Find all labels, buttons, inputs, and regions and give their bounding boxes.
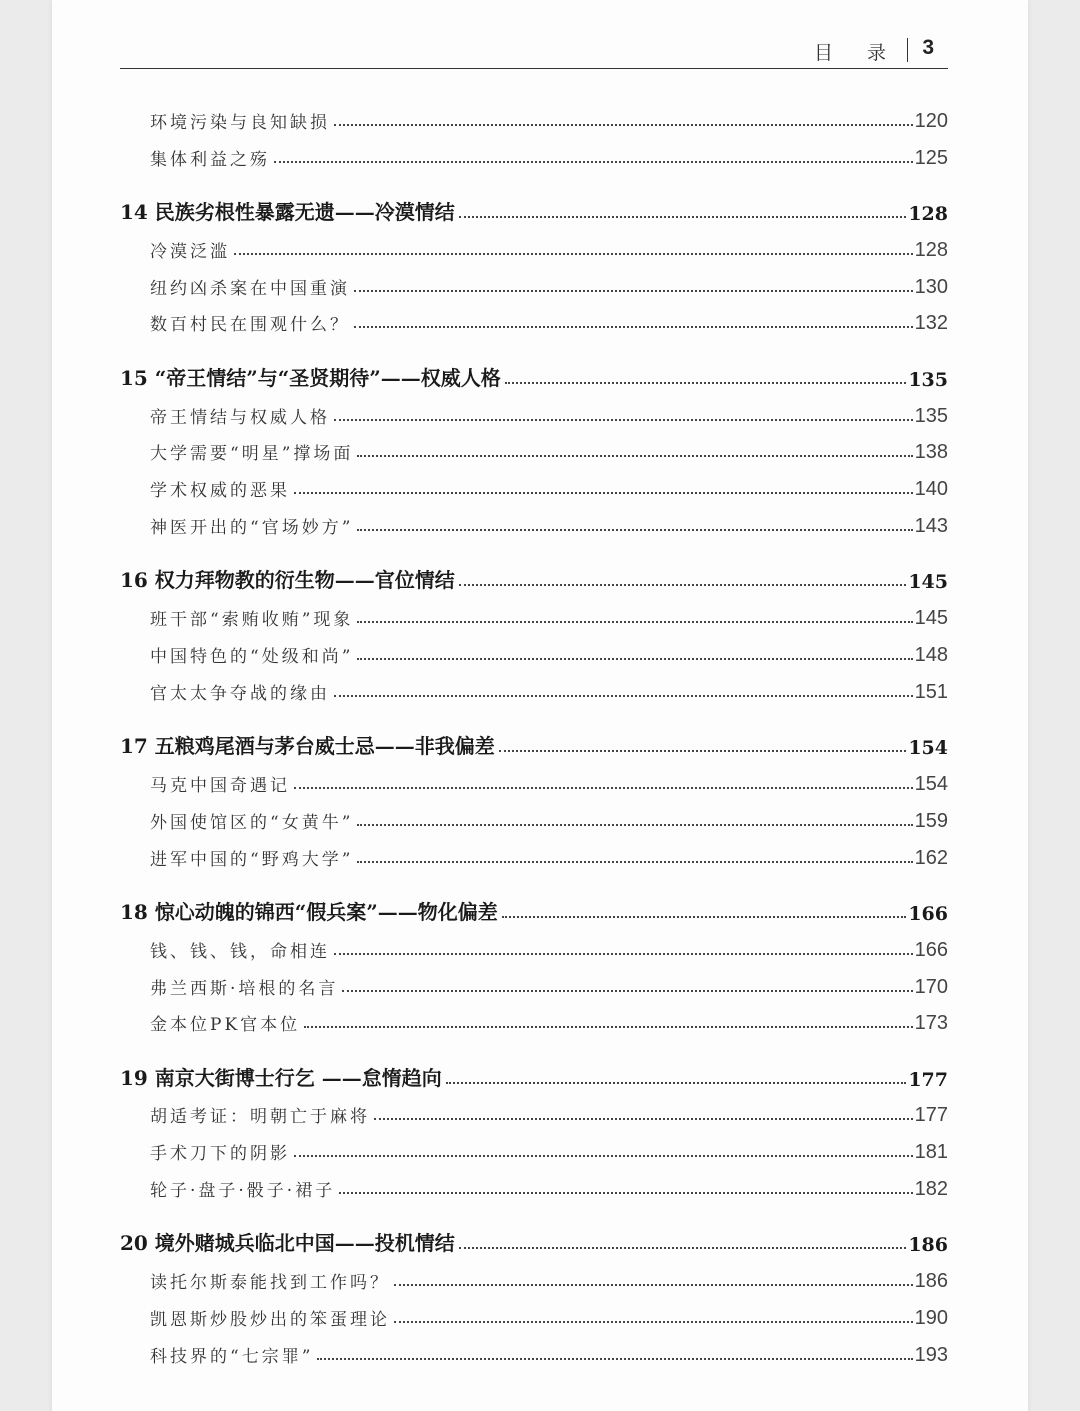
toc-entry-title: 学术权威的恶果 xyxy=(150,481,290,502)
toc-entry-page: 135 xyxy=(908,368,948,391)
toc-section-entry[interactable] xyxy=(150,630,948,667)
dot-leader xyxy=(354,290,913,292)
toc-section-entry[interactable] xyxy=(150,299,948,336)
toc-entry-page: 138 xyxy=(914,441,948,464)
toc-entry-page: 143 xyxy=(914,514,948,537)
toc-entry-title: 金本位PK官本位 xyxy=(150,1015,301,1036)
dot-leader xyxy=(234,253,913,255)
toc-entry-page: 151 xyxy=(914,680,948,703)
dot-leader xyxy=(394,1284,913,1286)
toc-entry-page: 166 xyxy=(908,902,948,925)
toc-entry-page: 130 xyxy=(914,275,948,298)
dot-leader xyxy=(505,382,907,384)
toc-entry-page: 190 xyxy=(914,1307,948,1330)
toc-section-entry[interactable] xyxy=(150,1256,948,1293)
toc-entry-title: 中国特色的“处级和尚” xyxy=(150,646,354,667)
toc-section-entry[interactable] xyxy=(150,262,948,299)
dot-leader xyxy=(374,1118,913,1120)
toc-entry-page: 135 xyxy=(914,404,948,427)
toc-entry-page: 128 xyxy=(914,238,948,261)
toc-entry-title: 科技界的“七宗罪” xyxy=(150,1346,314,1367)
toc-entry-title: 16 权力拜物教的衍生物——官位情结 xyxy=(120,568,455,593)
dot-leader xyxy=(274,161,913,163)
toc-entry-title: 20 境外赌城兵临北中国——投机情结 xyxy=(120,1231,455,1256)
header-separator xyxy=(907,38,909,62)
toc-entry-title: 帝王情结与权威人格 xyxy=(150,407,330,428)
toc-entry-page: 128 xyxy=(908,202,948,225)
dot-leader xyxy=(446,1082,907,1084)
toc-section-entry[interactable] xyxy=(150,133,948,170)
toc-chapter-entry[interactable] xyxy=(120,188,948,225)
toc-chapter-entry[interactable] xyxy=(120,1220,948,1257)
dot-leader xyxy=(339,1192,912,1194)
toc-entry-title: 数百村民在围观什么？ xyxy=(150,315,350,336)
toc-chapter-entry[interactable] xyxy=(120,557,948,594)
dot-leader xyxy=(357,658,912,660)
dot-leader xyxy=(459,584,907,586)
toc-section-entry[interactable] xyxy=(150,796,948,833)
dot-leader xyxy=(294,492,913,494)
toc-entry-title: 集体利益之殇 xyxy=(150,149,270,170)
toc-section-entry[interactable] xyxy=(150,999,948,1036)
toc-entry-page: 162 xyxy=(914,846,948,869)
toc-entry-title: 14 民族劣根性暴露无遗——冷漠情结 xyxy=(120,199,455,224)
book-page xyxy=(52,0,1028,1411)
toc-entry-page: 145 xyxy=(914,607,948,630)
table-of-contents xyxy=(52,96,1028,1367)
toc-section-entry[interactable] xyxy=(150,962,948,999)
toc-entry-title: 进军中国的“野鸡大学” xyxy=(150,849,354,870)
toc-section-entry[interactable] xyxy=(150,428,948,465)
toc-entry-page: 181 xyxy=(914,1141,948,1164)
toc-entry-title: 18 惊心动魄的锦西“假兵案”——物化偏差 xyxy=(120,899,498,924)
toc-entry-title: 轮子·盘子·骰子·裙子 xyxy=(150,1181,336,1202)
header-page-number: 3 xyxy=(922,36,934,59)
dot-leader xyxy=(342,990,912,992)
dot-leader xyxy=(334,953,913,955)
toc-section-entry[interactable] xyxy=(150,96,948,133)
toc-section-entry[interactable] xyxy=(150,391,948,428)
toc-section-entry[interactable] xyxy=(150,593,948,630)
toc-section-entry[interactable] xyxy=(150,501,948,538)
toc-entry-title: 钱、钱、钱，命相连 xyxy=(150,941,330,962)
toc-entry-title: 环境污染与良知缺损 xyxy=(150,112,330,133)
toc-entry-title: 19 南京大街博士行乞 ——怠惰趋向 xyxy=(120,1065,442,1090)
dot-leader xyxy=(334,695,913,697)
toc-entry-page: 170 xyxy=(914,975,948,998)
dot-leader xyxy=(334,419,913,421)
toc-entry-title: 官太太争夺战的缘由 xyxy=(150,683,330,704)
dot-leader xyxy=(357,529,912,531)
toc-entry-page: 154 xyxy=(908,737,948,760)
toc-entry-title: 大学需要“明星”撑场面 xyxy=(150,444,354,465)
toc-section-entry[interactable] xyxy=(150,759,948,796)
toc-entry-page: 166 xyxy=(914,938,948,961)
toc-entry-page: 132 xyxy=(914,312,948,335)
toc-entry-page: 125 xyxy=(914,146,948,169)
toc-entry-page: 186 xyxy=(908,1234,948,1257)
toc-section-entry[interactable] xyxy=(150,1127,948,1164)
toc-entry-page: 120 xyxy=(914,109,948,132)
header-title: 目 录 xyxy=(813,42,900,64)
toc-entry-page: 140 xyxy=(914,478,948,501)
toc-entry-title: 胡适考证：明朝亡于麻将 xyxy=(150,1107,370,1128)
toc-section-entry[interactable] xyxy=(150,1091,948,1128)
dot-leader xyxy=(357,824,912,826)
toc-entry-title: 外国使馆区的“女黄牛” xyxy=(150,812,354,833)
toc-section-entry[interactable] xyxy=(150,833,948,870)
toc-section-entry[interactable] xyxy=(150,1330,948,1367)
toc-chapter-entry[interactable] xyxy=(120,888,948,925)
dot-leader xyxy=(334,124,913,126)
toc-chapter-entry[interactable] xyxy=(120,1054,948,1091)
toc-chapter-entry[interactable] xyxy=(120,722,948,759)
running-header xyxy=(120,34,948,69)
toc-entry-page: 177 xyxy=(914,1104,948,1127)
toc-entry-page: 177 xyxy=(908,1068,948,1091)
dot-leader xyxy=(357,861,912,863)
toc-entry-page: 148 xyxy=(914,643,948,666)
dot-leader xyxy=(317,1358,912,1360)
dot-leader xyxy=(499,750,907,752)
dot-leader xyxy=(294,1155,913,1157)
toc-entry-page: 182 xyxy=(914,1178,948,1201)
toc-entry-title: 马克中国奇遇记 xyxy=(150,775,290,796)
dot-leader xyxy=(357,621,912,623)
toc-entry-page: 193 xyxy=(914,1343,948,1366)
toc-entry-title: 神医开出的“官场妙方” xyxy=(150,517,354,538)
toc-entry-page: 145 xyxy=(908,571,948,594)
dot-leader xyxy=(304,1026,912,1028)
toc-section-entry[interactable] xyxy=(150,464,948,501)
dot-leader xyxy=(502,916,907,918)
toc-entry-title: 冷漠泛滥 xyxy=(150,241,230,262)
toc-section-entry[interactable] xyxy=(150,925,948,962)
toc-entry-page: 173 xyxy=(914,1012,948,1035)
dot-leader xyxy=(357,455,912,457)
toc-entry-title: 17 五粮鸡尾酒与茅台威士忌——非我偏差 xyxy=(120,734,495,759)
toc-entry-title: 弗兰西斯·培根的名言 xyxy=(150,978,339,999)
toc-entry-title: 15 “帝王情结”与“圣贤期待”——权威人格 xyxy=(120,365,501,390)
toc-entry-title: 读托尔斯泰能找到工作吗？ xyxy=(150,1273,390,1294)
toc-entry-title: 纽约凶杀案在中国重演 xyxy=(150,278,350,299)
toc-entry-title: 手术刀下的阴影 xyxy=(150,1144,290,1165)
toc-chapter-entry[interactable] xyxy=(120,354,948,391)
toc-entry-page: 186 xyxy=(914,1270,948,1293)
dot-leader xyxy=(294,787,913,789)
dot-leader xyxy=(459,216,907,218)
toc-entry-page: 154 xyxy=(914,772,948,795)
dot-leader xyxy=(394,1321,913,1323)
toc-section-entry[interactable] xyxy=(150,667,948,704)
toc-entry-title: 班干部“索贿收贿”现象 xyxy=(150,610,354,631)
toc-entry-page: 159 xyxy=(914,809,948,832)
toc-section-entry[interactable] xyxy=(150,1164,948,1201)
dot-leader xyxy=(354,326,913,328)
dot-leader xyxy=(459,1247,907,1249)
toc-entry-title: 凯恩斯炒股炒出的笨蛋理论 xyxy=(150,1310,390,1331)
toc-section-entry[interactable] xyxy=(150,225,948,262)
toc-section-entry[interactable] xyxy=(150,1293,948,1330)
